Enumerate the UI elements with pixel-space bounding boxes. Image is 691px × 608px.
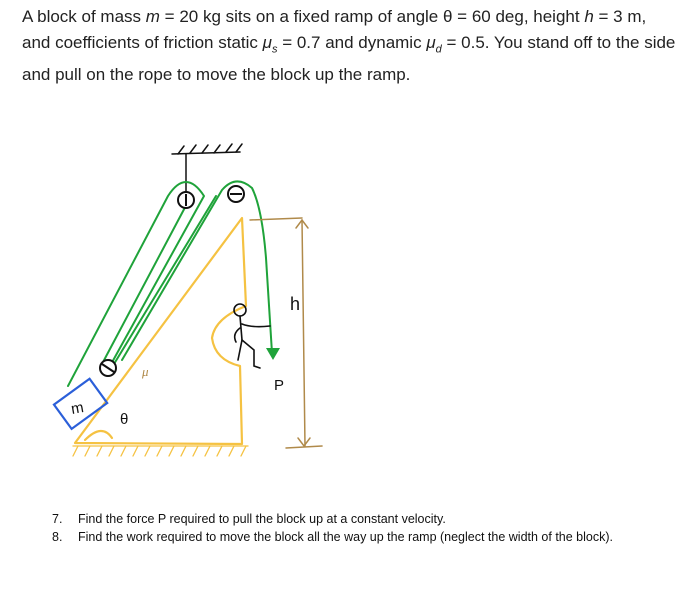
mu-label: μ: [142, 364, 149, 379]
mu-dynamic-symbol: μ: [426, 33, 436, 52]
question-item: [44, 528, 634, 546]
question-number: 7.: [52, 512, 63, 526]
theta-label: θ: [120, 411, 129, 428]
question-text: Find the force P required to pull the block up at a constant velocity.: [78, 512, 446, 526]
problem-text-6: = 0.5. You stand off to the side and pull on the rope to move the block up the ramp.: [22, 33, 676, 85]
problem-text-4: = 3 m, and coefficients of friction static: [22, 7, 647, 52]
height-symbol: h: [584, 7, 594, 26]
question-list: [44, 510, 634, 546]
ceiling-support: [172, 144, 242, 192]
mass-label: m: [69, 399, 86, 418]
question-text: Find the work required to move the block all the way up the ramp (neglect the width of the block).: [78, 530, 613, 544]
problem-text-3: = 60 deg, height: [452, 7, 585, 26]
problem-statement: [22, 4, 677, 88]
person-figure: [234, 304, 270, 368]
height-label: h: [290, 294, 301, 314]
problem-text-1: A block of mass: [22, 7, 146, 26]
question-number: 8.: [52, 530, 63, 544]
mu-dynamic-subscript: d: [435, 43, 442, 56]
problem-text-2: = 20 kg sits on a fixed ramp of angle: [159, 7, 443, 26]
mu-static-subscript: s: [271, 43, 278, 56]
pull-arrow: [266, 348, 280, 360]
rope: [68, 181, 272, 386]
mass-symbol: m: [145, 7, 160, 26]
problem-text-5: = 0.7 and dynamic: [277, 33, 427, 52]
ramp-pulley-figure: [40, 128, 360, 478]
mu-static-symbol: μ: [262, 33, 272, 52]
height-dimension: [250, 218, 322, 448]
force-label: P: [274, 377, 285, 394]
ground-hatching: [73, 446, 248, 456]
question-item: [44, 510, 634, 528]
theta-symbol: θ: [442, 7, 453, 26]
pulleys: [100, 186, 244, 376]
